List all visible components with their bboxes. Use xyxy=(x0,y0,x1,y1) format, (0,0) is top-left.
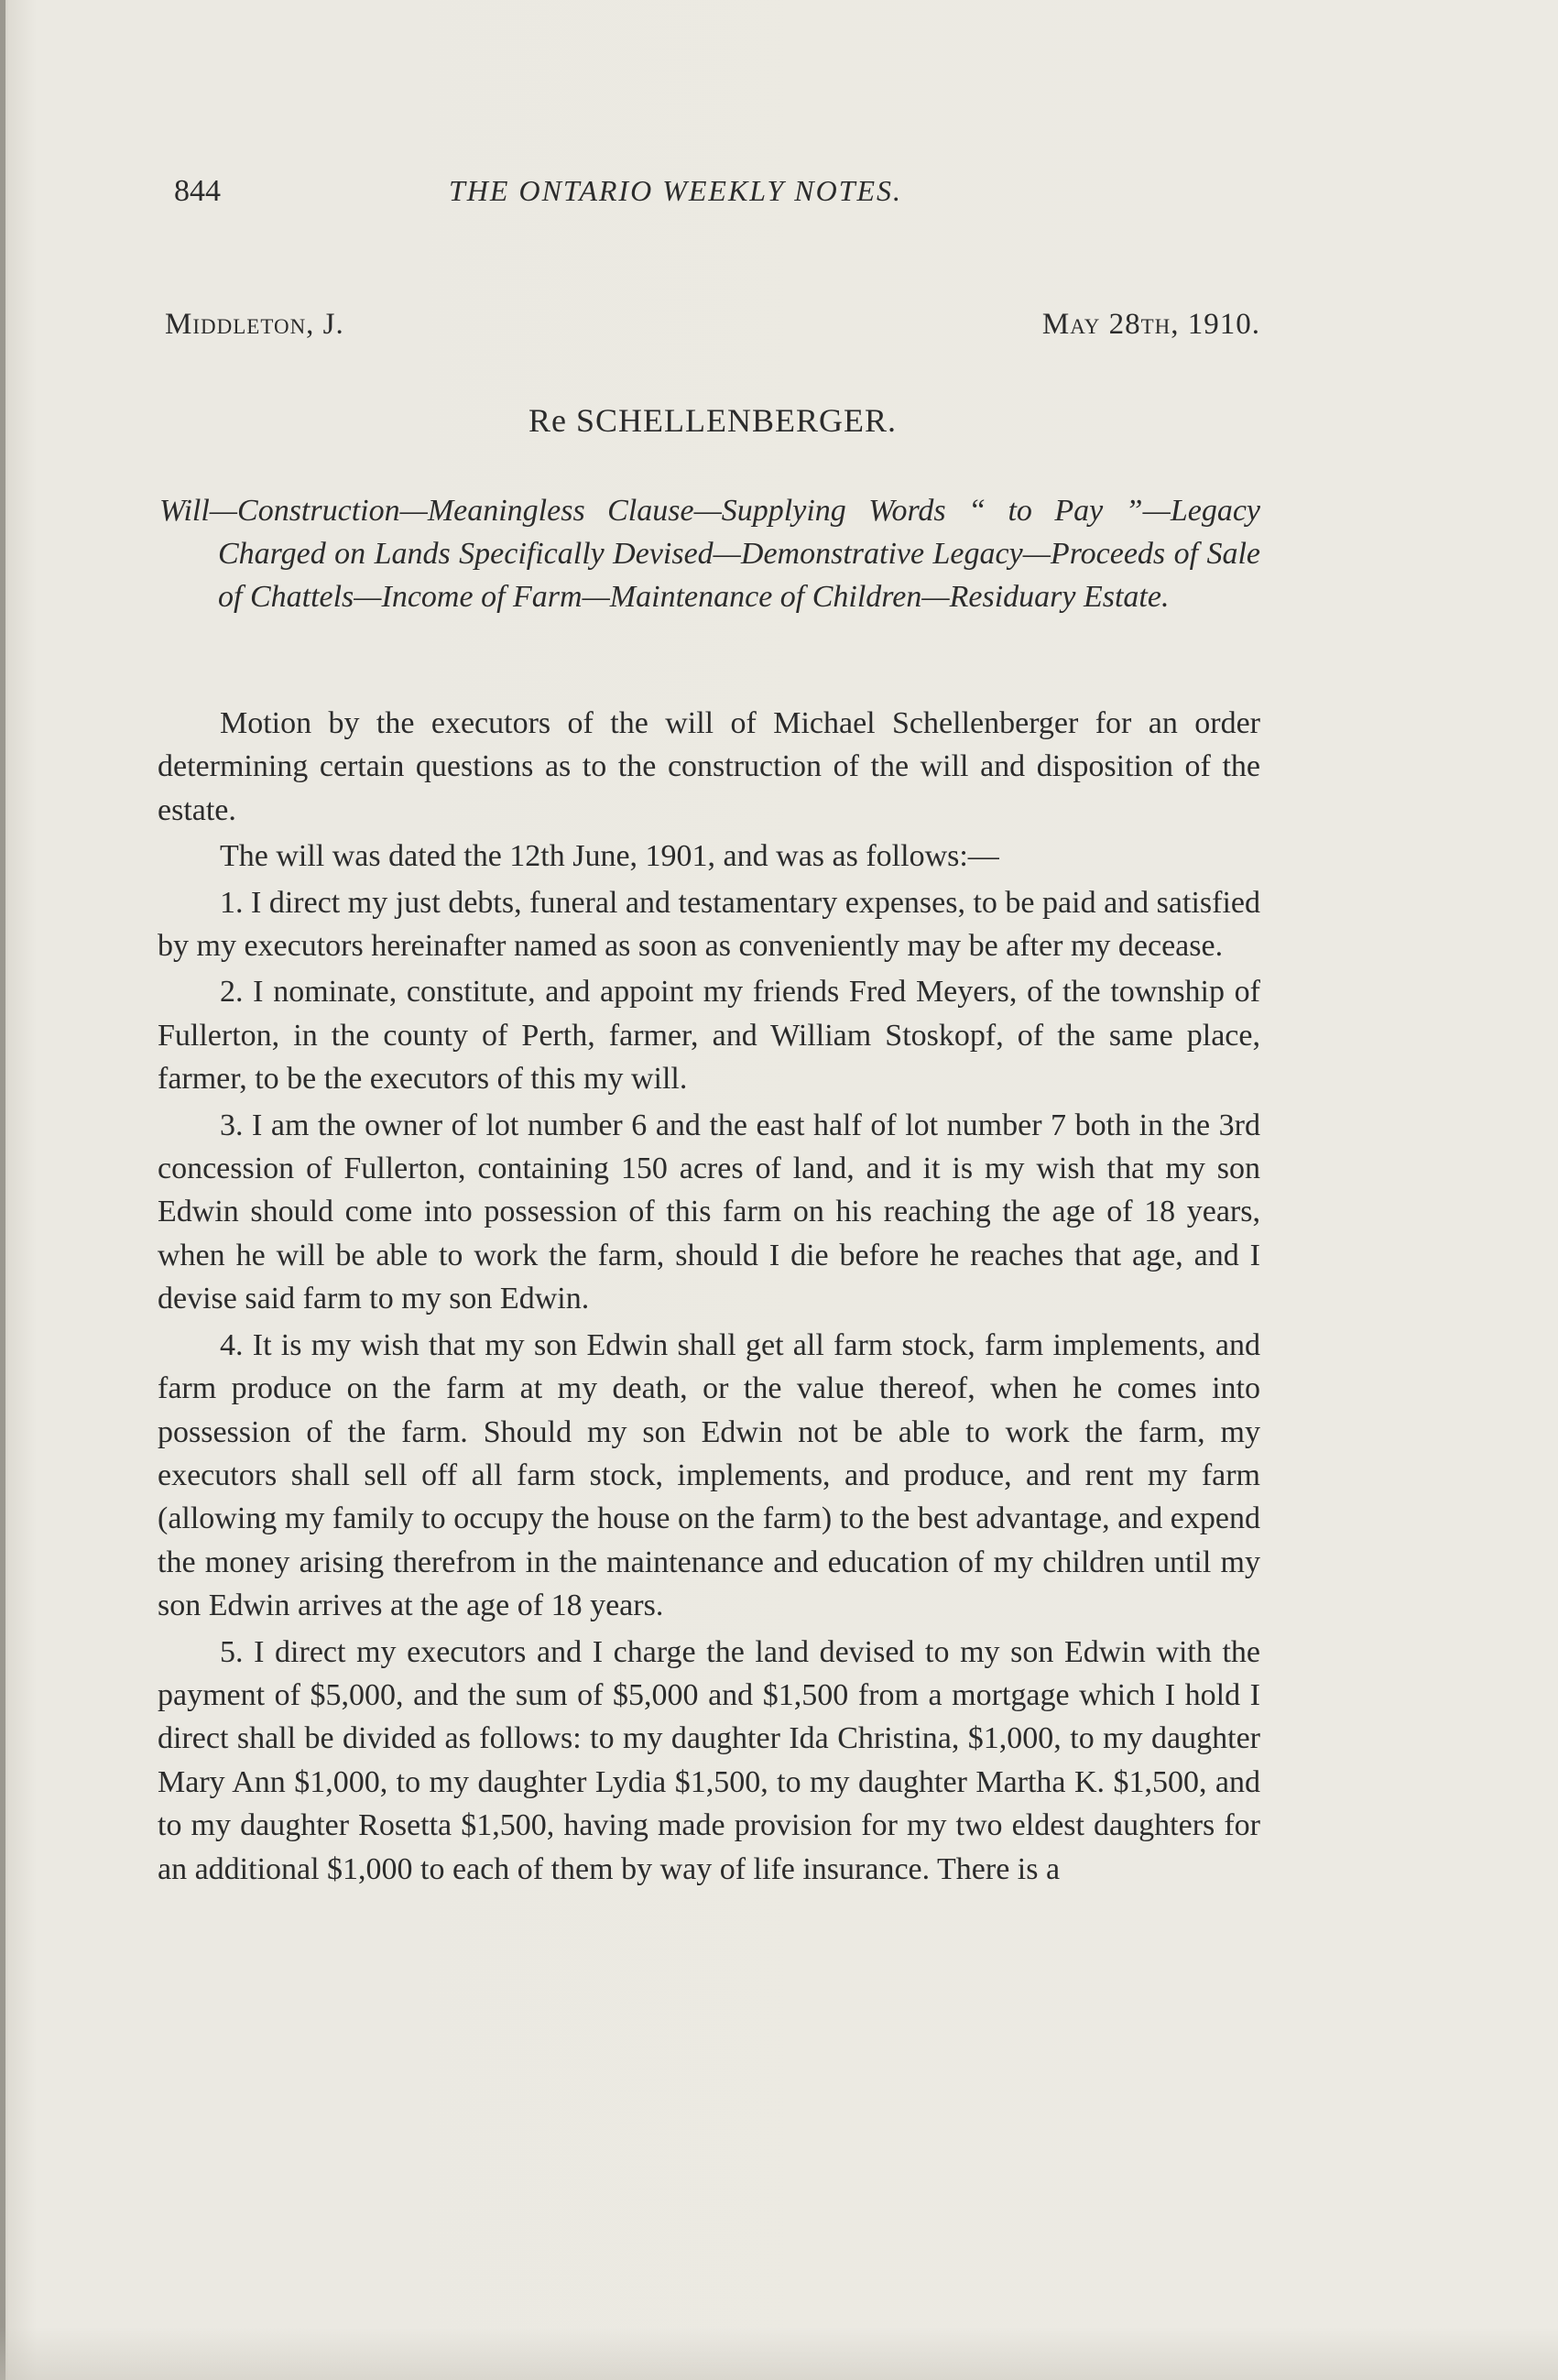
page-spine-edge xyxy=(0,0,5,2380)
body-text xyxy=(158,702,1260,1894)
running-title: THE ONTARIO WEEKLY NOTES. xyxy=(449,174,903,207)
page-bottom-shading xyxy=(0,2327,1558,2380)
decision-date: May 28th, 1910. xyxy=(1041,308,1260,341)
paragraph-clause-4: 4. It is my wish that my son Edwin shall get all farm stock, farm implements, and farm produce on the farm at my death, or the value thereof, when he comes into possession of the farm. Should my son Edwin not be able to work the farm, my executors shall sell off all farm stock, implements, and produce, and rent my farm (allowing my family to occupy the house on the farm) to the best advantage, and expend the money arising therefrom in the maintenance and education of my children until my son Edwin arrives at the age of 18 years. xyxy=(158,1327,1260,1623)
case-byline xyxy=(165,308,1260,354)
headnote: Will—Construction—Meaningless Clause—Supplying Words “ to Pay ”—Legacy Charged on Lands Specifically Devised—Demonstrative Legacy—Proceeds of Sale of Chattels—Income of Farm—Maintenance of Children—Residuary Estate. xyxy=(159,494,1260,614)
paragraph-clause-2: 2. I nominate, constitute, and appoint my friends Fred Meyers, of the township of Fullerton, in the county of Perth, farmer, and William Stoskopf, of the same place, farmer, to be the executors of this my will. xyxy=(158,975,1260,1097)
paragraph-motion: Motion by the executors of the will of Michael Schellenberger for an order determining certain questions as to the construction of the will and disposition of the estate. xyxy=(158,706,1260,827)
paragraph-clause-5: 5. I direct my executors and I charge the land devised to my son Edwin with the payment of $5,000, and the sum of $5,000 and $1,500 from a mortgage which I hold I direct shall be divided as follows: to my daughter Ida Christina, $1,000, to my daughter Mary Ann $1,000, to my daughter Lydia $1,500, to my daughter Martha K. $1,500, and to my daughter Rosetta $1,500, having made provision for my two eldest daughters for an additional $1,000 to each of them by way of life insurance. There is a xyxy=(158,1634,1260,1886)
paragraph-clause-1: 1. I direct my just debts, funeral and testamentary expenses, to be paid and satisfied by my executors hereinafter named as soon as conveniently may be after my decease. xyxy=(158,885,1260,964)
paragraph-will-intro: The will was dated the 12th June, 1901, and was as follows:— xyxy=(220,839,999,874)
judge-name: Middleton, J. xyxy=(165,308,344,341)
paragraph-clause-3: 3. I am the owner of lot number 6 and the east half of lot number 7 both in the 3rd concession of Fullerton, containing 150 acres of land, and it is my wish that my son Edwin should come into possession of this farm on his reaching the age of 18 years, when he will be able to work the farm, should I die before he reaches that age, and I devise said farm to my son Edwin. xyxy=(158,1108,1260,1316)
case-title: Re SCHELLENBERGER. xyxy=(528,402,897,439)
page-number: 844 xyxy=(174,174,221,208)
page-header xyxy=(174,174,1255,220)
